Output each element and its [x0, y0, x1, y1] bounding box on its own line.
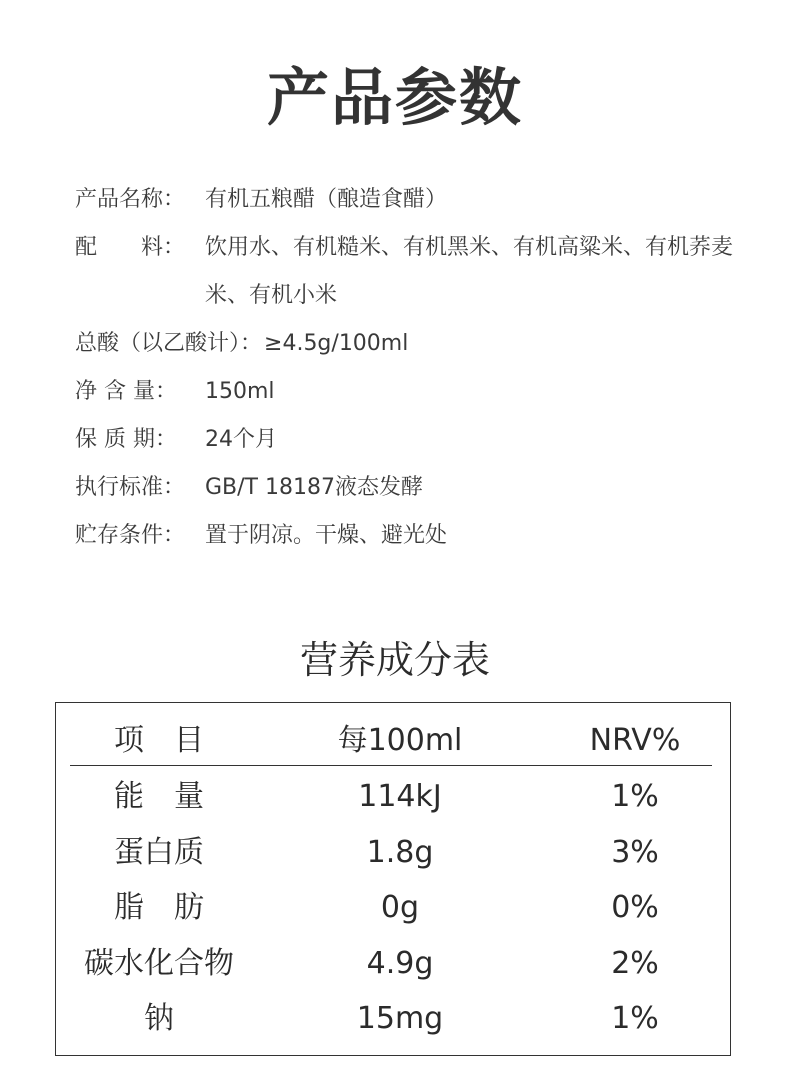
nutrient-amount: 4.9g	[366, 946, 434, 981]
header-nrv: NRV%	[589, 723, 681, 758]
param-row-ingredients	[75, 224, 735, 320]
nutrient-amount: 15mg	[356, 1001, 444, 1036]
table-row	[56, 991, 732, 1047]
table-row	[56, 825, 732, 881]
param-value: GB/T 18187液态发酵	[205, 475, 423, 500]
nutrient-nrv: 1%	[611, 779, 659, 814]
param-label: 总酸（以乙酸计）：	[75, 331, 263, 356]
table-row	[56, 769, 732, 825]
param-value: ≥4.5g/100ml	[264, 331, 409, 356]
nutrient-name: 钠	[144, 1001, 174, 1036]
param-value: 有机五粮醋（酿造食醋）	[205, 187, 448, 212]
param-row-product-name	[75, 176, 735, 224]
table-row	[56, 880, 732, 936]
param-row-net-content	[75, 368, 735, 416]
param-value: 150ml	[205, 379, 275, 404]
param-row-standard	[75, 464, 735, 512]
nutrition-title: 营养成分表	[299, 638, 490, 682]
nutrient-amount: 1.8g	[366, 835, 434, 870]
param-label: 产品名称：	[75, 187, 186, 212]
nutrient-name: 碳水化合物	[84, 946, 234, 981]
param-label: 配 料：	[75, 235, 186, 260]
nutrient-amount: 0g	[380, 890, 420, 925]
header-per-100ml: 每100ml	[337, 723, 463, 758]
param-label: 保 质 期：	[75, 427, 177, 452]
nutrition-table	[55, 702, 731, 1056]
table-row	[56, 936, 732, 992]
param-row-shelf-life	[75, 416, 735, 464]
header-divider	[70, 765, 712, 766]
nutrient-amount: 114kJ	[358, 779, 442, 814]
nutrient-name: 能 量	[114, 779, 204, 814]
header-item: 项 目	[114, 723, 204, 758]
nutrient-nrv: 2%	[611, 946, 659, 981]
param-label: 贮存条件：	[75, 523, 186, 548]
param-value: 置于阴凉。干燥、避光处	[205, 523, 448, 548]
nutrient-name: 蛋白质	[114, 835, 204, 870]
param-value: 饮用水、有机糙米、有机黑米、有机高粱米、有机荞麦米、有机小米	[205, 235, 734, 308]
nutrient-nrv: 1%	[611, 1001, 659, 1036]
param-label: 执行标准：	[75, 475, 186, 500]
nutrient-name: 脂 肪	[114, 890, 204, 925]
product-params	[75, 176, 735, 560]
param-value: 24个月	[205, 427, 277, 452]
page-title: 产品参数	[266, 61, 523, 134]
nutrient-nrv: 0%	[611, 890, 659, 925]
nutrition-header-row	[56, 713, 732, 769]
param-label: 净 含 量：	[75, 379, 177, 404]
param-row-storage	[75, 512, 735, 560]
param-row-total-acid	[75, 320, 735, 368]
nutrient-nrv: 3%	[611, 835, 659, 870]
